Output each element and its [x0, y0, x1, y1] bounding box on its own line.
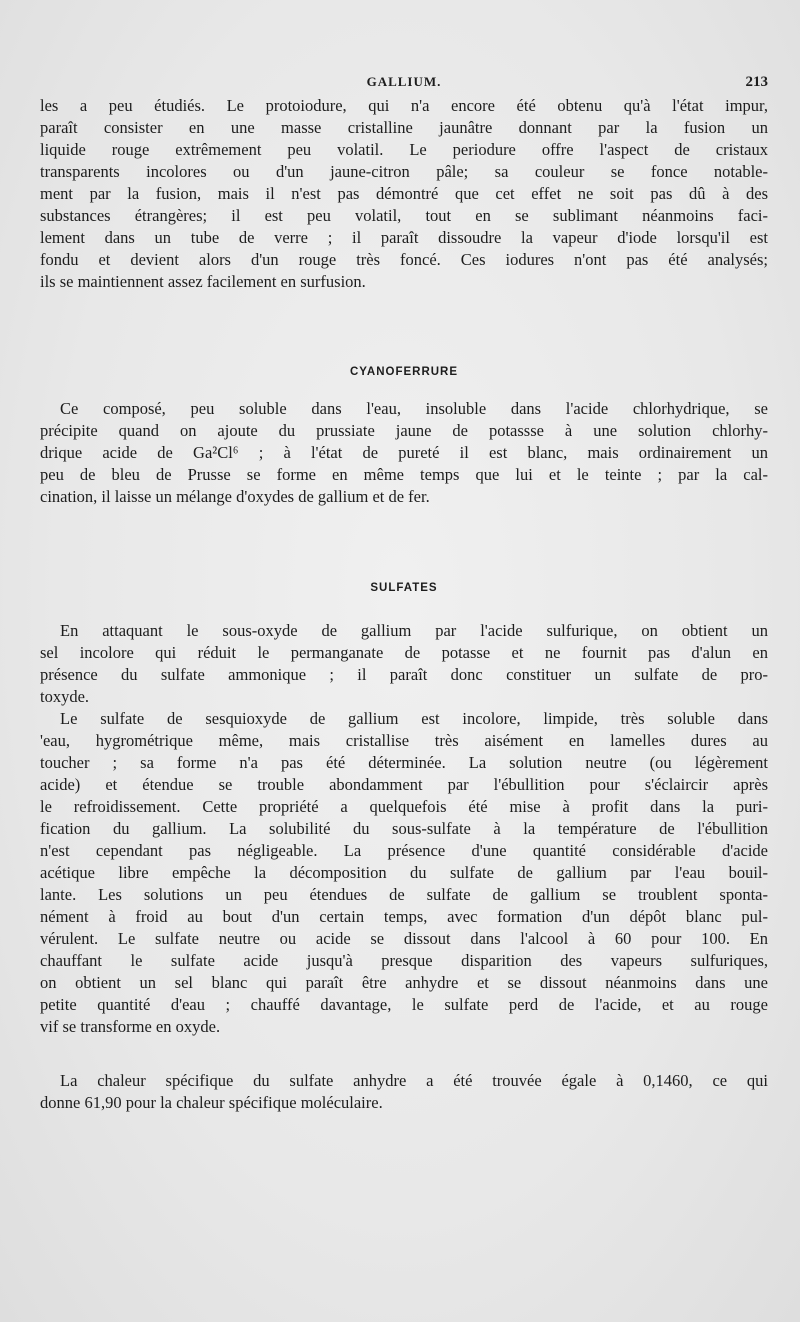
text-line: ils se maintiennent assez facilement en surfusion. — [40, 272, 366, 291]
text-line: liquide rouge extrêmement peu volatil. Le periodure offre l'aspect de cristaux — [40, 140, 768, 159]
page-header — [40, 74, 768, 94]
text-line: toxyde. — [40, 687, 90, 706]
text-line: cination, il laisse un mélange d'oxydes de gallium et de fer. — [40, 487, 430, 506]
running-title: GALLIUM. — [366, 74, 442, 89]
text-line: chauffant le sulfate acide jusqu'à presque disparition des vapeurs sulfuriques, — [40, 951, 768, 970]
text-line: sel incolore qui réduit le permanganate de potasse et ne fournit pas d'alun en — [40, 643, 768, 662]
text-line: substances étrangères; il est peu volatil, tout en se sublimant néanmoins faci- — [40, 206, 768, 225]
text-line: présence du sulfate ammonique ; il paraît donc constituer un sulfate de pro- — [40, 665, 768, 684]
text-line: les a peu étudiés. Le protoiodure, qui n'a encore été obtenu qu'à l'état impur, — [40, 96, 768, 115]
text-line: nément à froid au bout d'un certain temps, avec formation d'un dépôt blanc pul- — [40, 907, 768, 926]
text-line: Ce composé, peu soluble dans l'eau, insoluble dans l'acide chlorhydrique, se — [60, 399, 768, 418]
text-line: lement dans un tube de verre ; il paraît dissoudre la vapeur d'iode lorsqu'il est — [40, 228, 768, 247]
text-line: ment par la fusion, mais il n'est pas démontré que cet effet ne soit pas dû à des — [40, 184, 768, 203]
text-line: En attaquant le sous-oxyde de gallium par l'acide sulfurique, on obtient un — [60, 621, 768, 640]
text-line: fondu et devient alors d'un rouge très foncé. Ces iodures n'ont pas été analysés; — [40, 250, 768, 269]
text-line: La chaleur spécifique du sulfate anhydre a été trouvée égale à 0,1460, ce qui — [60, 1071, 768, 1090]
section-heading-cyanoferrure: CYANOFERRURE — [349, 366, 459, 378]
text-line: 'eau, hygrométrique même, mais cristallise très aisément en lamelles dures au — [40, 731, 768, 750]
page-number: 213 — [745, 74, 768, 90]
text-line: Le sulfate de sesquioxyde de gallium est incolore, limpide, très soluble dans — [60, 709, 768, 728]
text-line: vérulent. Le sulfate neutre ou acide se dissout dans l'alcool à 60 pour 100. En — [40, 929, 768, 948]
text-line: précipite quand on ajoute du prussiate jaune de potassse à une solution chlorhy- — [40, 421, 768, 440]
text-line: donne 61,90 pour la chaleur spécifique moléculaire. — [40, 1093, 383, 1112]
text-line: fication du gallium. La solubilité du sous-sulfate à la température de l'ébullition — [40, 819, 768, 838]
text-line: acétique libre empêche la décomposition du sulfate de gallium par l'eau bouil- — [40, 863, 768, 882]
text-line: petite quantité d'eau ; chauffé davantage, le sulfate perd de l'acide, et au rouge — [40, 995, 768, 1014]
text-line: toucher ; sa forme n'a pas été déterminée. La solution neutre (ou légèrement — [40, 753, 768, 772]
text-line: le refroidissement. Cette propriété a quelquefois été mise à profit dans la puri- — [40, 797, 768, 816]
text-line: transparents incolores ou d'un jaune-citron pâle; sa couleur se fonce notable- — [40, 162, 768, 181]
paragraph-iodures — [40, 95, 768, 293]
paragraph-cyanoferrure — [40, 398, 768, 508]
text-line: paraît consister en une masse cristalline jaunâtre donnant par la fusion un — [40, 118, 768, 137]
text-line: on obtient un sel blanc qui paraît être anhydre et se dissout néanmoins dans une — [40, 973, 768, 992]
text-line: drique acide de Ga²Cl⁶ ; à l'état de pureté il est blanc, mais ordinairement un — [40, 443, 768, 462]
paragraph-chaleur-specifique — [40, 1070, 768, 1114]
paragraph-sulfates — [40, 620, 768, 1038]
text-line: acide) et étendue se trouble abondamment par l'ébullition pour s'éclaircir après — [40, 775, 768, 794]
text-line: n'est cependant pas négligeable. La présence d'une quantité considérable d'acide — [40, 841, 768, 860]
text-line: peu de bleu de Prusse se forme en même temps que lui et le teinte ; par la cal- — [40, 465, 768, 484]
section-heading-sulfates: SULFATES — [370, 582, 438, 594]
text-line: lante. Les solutions un peu étendues de sulfate de gallium se troublent sponta- — [40, 885, 768, 904]
text-line: vif se transforme en oxyde. — [40, 1017, 221, 1036]
